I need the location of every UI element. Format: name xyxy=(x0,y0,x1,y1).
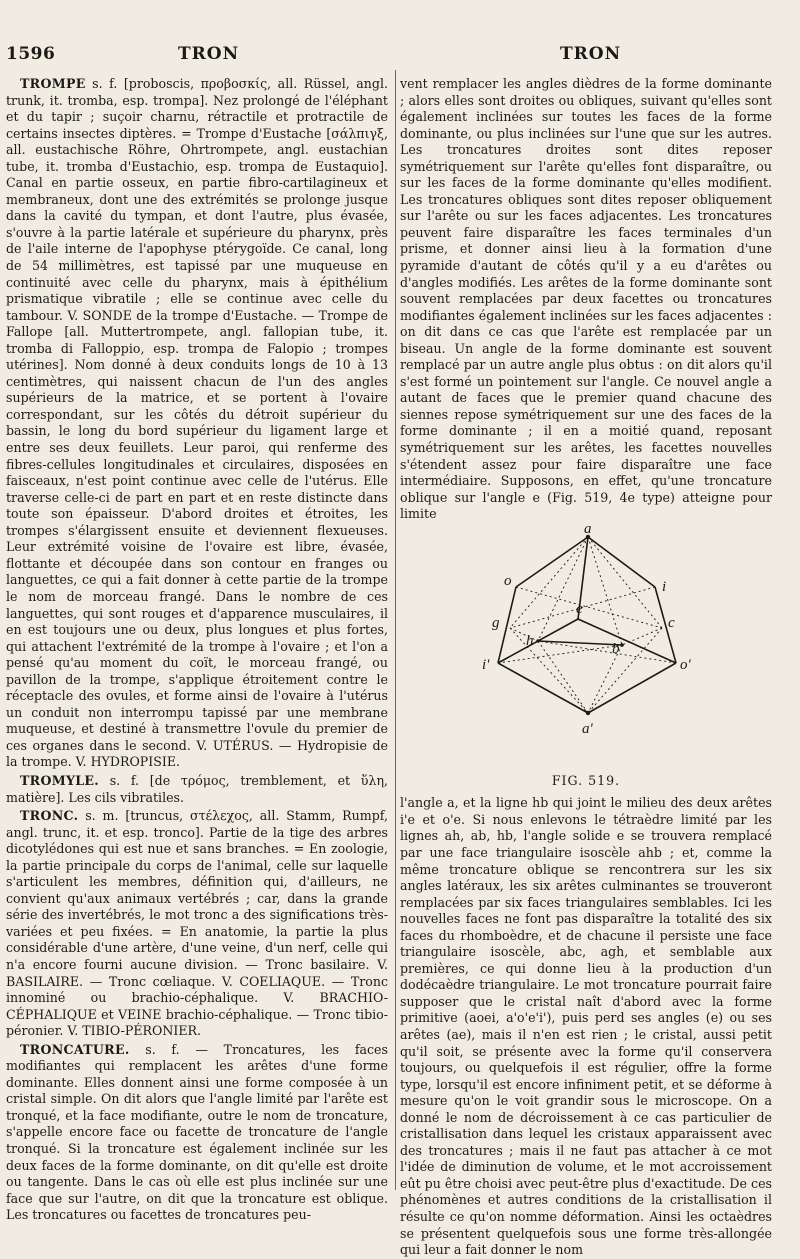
right-column xyxy=(400,76,772,1258)
definition: s. f. [proboscis, προβοσκίς, all. Rüssel, angl. trunk, it. tromba, esp. trompa]. Nez prolongé de l'éléphant et du tapir ; suçoir charnu, rétractile et protractile de certains insectes diptères. = Trompe d'Eustache [σάλπιγξ, all. eustachische Röhre, Ohrtrompete, angl. eustachian tube, it. tromba d'Eustachio, esp. trompa de Eustaquio]. Canal en partie osseux, en partie fibro-cartilagineux et membraneux, dont une des extrémités se prolonge jusque dans la cavité du tympan, et dont l'autre, plus évasée, s'ouvre à la partie latérale et supérieure du pharynx, près de l'aile interne de l'apophyse ptérygoïde. Ce canal, long de 54 millimètres, est tapissé par une muqueuse en continuité avec celle du pharynx, mais à épithélium prismatique vibratile ; elle se continue avec celle du tambour. V. SONDE de la trompe d'Eustache. — Trompe de Fallope [all. Muttertrompete, angl. fallopian tube, it. tromba di Falloppio, esp. trompa de Falopio ; trompes utérines]. Nom donné à deux conduits longs de 10 à 13 centimètres, qui naissent chacun de l'un des angles supérieurs de la matrice, et se portent à l'ovaire correspondant, sur les côtés du détroit supérieur du bassin, le long du bord supérieur du ligament large et entre ses deux feuillets. Leur paroi, qui renferme des fibres-cellules longitudinales et circulaires, disposées en faisceaux, n'est point continue avec celle de l'utérus. Elle traverse celle-ci de part en part et en reste distincte dans toute son épaisseur. D'abord droites et étroites, les trompes s'élargissent ensuite et deviennent flexueuses. Leur extrémité voisine de l'ovaire est libre, évasée, flottante et découpée dans son contour en franges ou languettes, ce qui a fait donner à cette partie de la trompe le nom de morceau frangé. Dans le nombre de ces languettes, qui sont rouges et d'apparence musculaires, il en est toujours une ou deux, plus longues et plus fortes, qui attachent l'extrémité de la trompe à l'ovaire ; et l'on a pensé qu'au moment du coït, le morceau frangé, ou pavillon de la trompe, s'applique étroitement contre le réceptacle des ovules, et forme ainsi de l'ovaire à l'utérus un conduit non interrompu tapissé par une membrane muqueuse, et destiné à transmettre l'ovule du premier de ces organes dans le second. V. UTÉRUS. — Hydropisie de la trompe. V. HYDROPISIE. xyxy=(6,76,388,770)
left-column xyxy=(6,76,388,1223)
vertex-label-g: g xyxy=(492,614,500,631)
crystal-diagram xyxy=(400,520,772,773)
running-head-right: TRON xyxy=(560,44,622,64)
running-head-left: TRON xyxy=(178,44,240,64)
vertex-label-i-prime: i' xyxy=(482,656,490,673)
vertex-label-c: c xyxy=(668,614,675,631)
paragraph-continuation: vent remplacer les angles dièdres de la forme dominante ; alors elles sont droites ou obliques, suivant qu'elles sont également inclinées sur toutes les faces de la forme dominante, ou plus inclinées sur l'une que sur les autres. Les troncatures droites sont dites reposer symétriquement sur l'arête qu'elles font disparaître, ou sur les faces de la forme dominante qu'elles modifient. Les troncatures obliques sont dites reposer obliquement sur l'arête ou sur les faces adjacentes. Les troncatures peuvent faire disparaître les faces terminales d'un prisme, et donner ainsi lieu à la formation d'une pyramide d'autant de côtés qu'il y a eu d'arêtes ou d'angles modifiés. Les arêtes de la forme dominante sont souvent remplacées par deux facettes ou troncatures modifiantes également inclinées sur les faces adjacentes : on dit dans ce cas que l'arête est remplacée par un biseau. Un angle de la forme dominante est souvent remplacé par un autre angle plus obtus : on dit alors qu'il s'est formé un pointement sur l'angle. Ce nouvel angle a autant de faces que le premier quand chacune des siennes repose symétriquement sur une des faces de la forme dominante ; il en a moitié quand, reposant symétriquement sur les arêtes, les facettes nouvelles s'étendent assez pour faire disparaître une face intermédiaire. Supposons, en effet, qu'une troncature oblique sur l'angle e (Fig. 519, 4e type) atteigne pour limite xyxy=(400,76,772,522)
figure-caption: FIG. 519. xyxy=(551,772,621,788)
entry-tronc xyxy=(6,808,388,1040)
vertex-label-e: e xyxy=(576,600,583,617)
vertex-label-b: b xyxy=(612,640,620,657)
vertex-label-a: a xyxy=(584,520,592,537)
headword: TRONCATURE. xyxy=(20,1041,130,1057)
entry-troncature xyxy=(6,1042,388,1224)
headword: TROMYLE. xyxy=(20,772,99,788)
definition: s. m. [truncus, στέλεχος, all. Stamm, Rumpf, angl. trunc, it. et esp. tronco]. Partie de la tige des arbres dicotylédones qui est nue et sans branches. = En zoologie, la partie principale du corps de l'animal, celle sur laquelle s'articulent les membres, définition qui, d'ailleurs, ne convient qu'aux animaux vertébrés ; car, dans la grande série des invertébrés, le mot tronc a des significations très-variées et peu fixées. = En anatomie, la partie la plus considérable d'une artère, d'une veine, d'un nerf, celle qui n'a encore fourni aucune division. — Tronc basilaire. V. BASILAIRE. — Tronc cœliaque. V. COELIAQUE. — Tronc innominé ou brachio-céphalique. V. BRACHIO-CÉPHALIQUE et VEINE brachio-céphalique. — Tronc tibio-péronier. V. TIBIO-PÉRONIER. xyxy=(6,808,388,1039)
page-header xyxy=(0,44,800,68)
headword: TROMPE xyxy=(20,76,86,91)
vertex-label-i: i xyxy=(662,578,667,595)
page-number: 1596 xyxy=(6,44,56,64)
vertex-label-o-prime: o' xyxy=(680,656,691,673)
definition: s. f. — Troncatures, les faces modifiantes qui remplacent les arêtes d'une forme dominante. Elles donnent ainsi une forme composée à un cristal simple. On dit alors que l'angle limité par l'arête est tronqué, et la face modifiante, outre le nom de troncature, s'appelle encore face ou facette de troncature de l'angle tronqué. Si la troncature est également inclinée sur les deux faces de la forme dominante, on dit qu'elle est droite ou tangente. Dans le cas où elle est plus inclinée sur une face que sur l'autre, on dit que la troncature est oblique. Les troncatures ou facettes de troncatures peu- xyxy=(6,1041,388,1223)
definition: s. f. [de τρόμος, tremblement, et ὕλη, matière]. Les cils vibratiles. xyxy=(6,772,388,805)
vertex-label-h: h xyxy=(526,632,534,649)
entry-trompe xyxy=(6,76,388,771)
vertex-label-o: o xyxy=(504,572,512,589)
paragraph-main: l'angle a, et la ligne hb qui joint le milieu des deux arêtes i'e et o'e. Si nous enlevons le tétraèdre limité par les lignes ah, ab, hb, l'angle solide e se trouvera remplacé par une face triangulaire isoscèle ahb ; et, comme la même troncature oblique se rencontrera sur les six angles latéraux, les six arêtes culminantes se trouveront remplacées par six faces triangulaires semblables. Ici les nouvelles faces ne font pas disparaître la totalité des six faces du rhomboèdre, et de chacune il persiste une face triangulaire isoscèle, abc, agh, et semblable aux premières, ce qui donne lieu à la production d'un dodécaèdre triangulaire. Le mot troncature pourrait faire supposer que le cristal naît d'abord avec la forme primitive (aoei, a'o'e'i'), puis perd ses angles (e) ou ses arêtes (ae), mais il n'en est rien ; le cristal, aussi petit qu'il soit, se présente avec la forme qu'il conservera toujours, ou quelquefois il est régulier, offre la forme type, lorsqu'il est encore infiniment petit, et se déforme à mesure qu'on le voit grandir sous le microscope. On a donné le nom de décroissement à ce cas particulier de cristallisation dans lequel les cristaux apparaissent avec des troncatures ; mais il ne faut pas attacher à ce mot l'idée de diminution de volume, et le mot accroissement eût pu être choisi avec peut-être plus d'exactitude. De ces phénomènes et autres conditions de la cristallisation il résulte ce qu'on nomme déformation. Ainsi les octaèdres se présentent quelquefois sous une forme très-allongée qui leur a fait donner le nom xyxy=(400,795,772,1258)
vertex-label-a-prime: a' xyxy=(582,720,593,737)
entry-tromyle xyxy=(6,773,388,806)
headword: TRONC. xyxy=(20,808,79,824)
figure-519 xyxy=(400,520,772,773)
column-divider xyxy=(395,70,396,1190)
